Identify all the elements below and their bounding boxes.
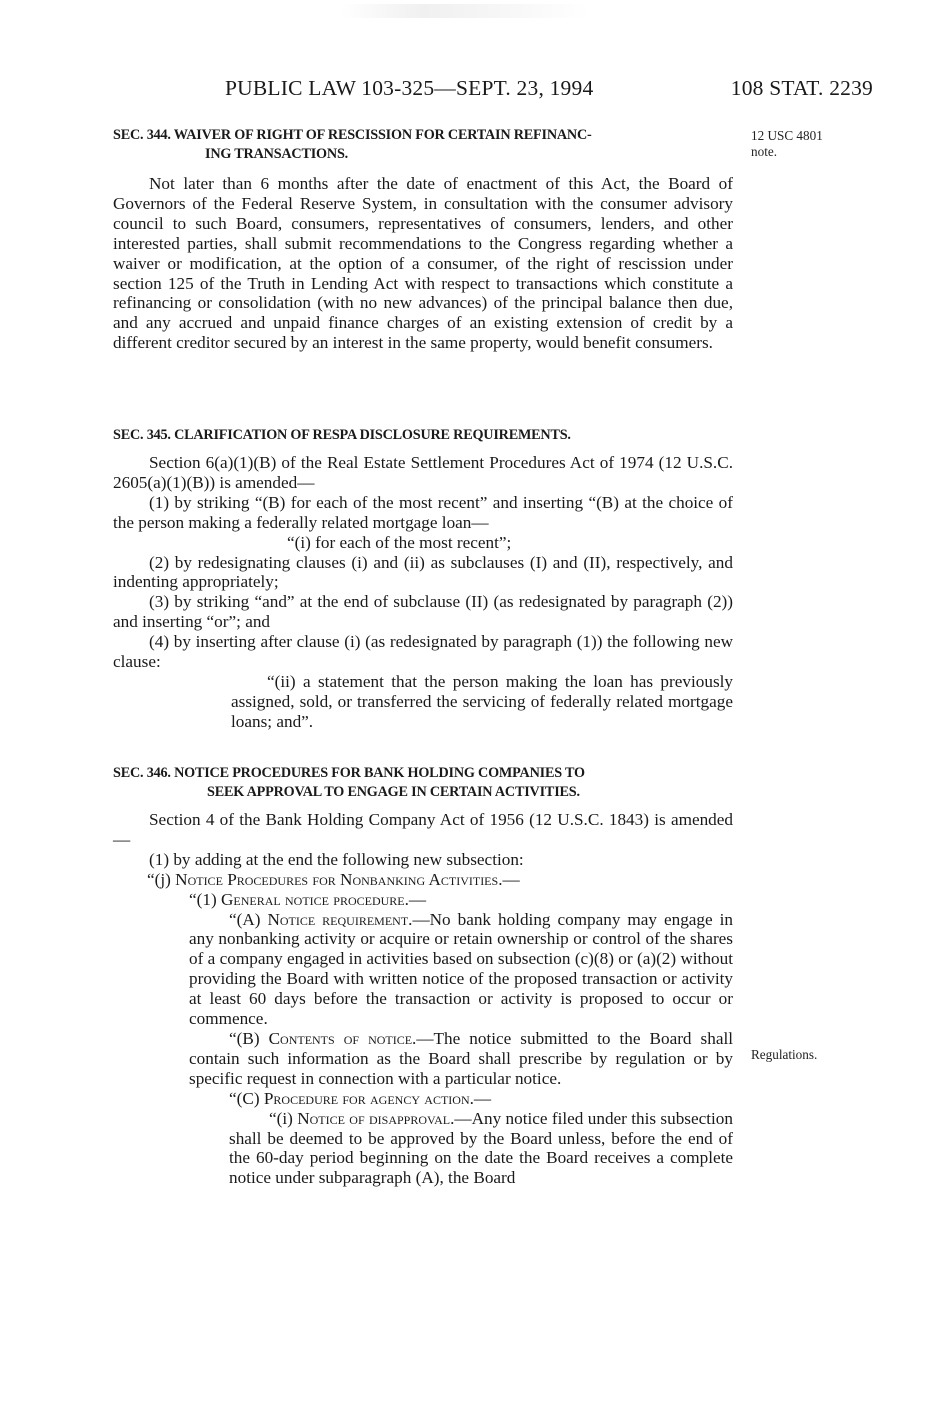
clause-i-prefix: “(i): [269, 1108, 298, 1128]
page-number: 108 STAT. 2239: [730, 76, 873, 100]
section-345-item3: (3) by striking “and” at the end of subclause (II) (as redesignated by paragraph (2)) and inserting “or”; and: [113, 592, 733, 632]
section-346-heading-line2: SEEK APPROVAL TO ENGAGE IN CERTAIN ACTIVITIES.: [207, 784, 580, 800]
subparagraph-c-prefix: “(C): [229, 1088, 264, 1108]
subparagraph-a-text: —No bank holding company may engage in any nonbanking activity or acquire or retain ownership or control of the shares of a company engaged in activities based on subsection (c)(8) or (a)(2) without providing the Board with written notice of the proposed transaction or activity at least 60 days before the transaction or activity is proposed to occur or commence.: [189, 909, 733, 1029]
paragraph-1-heading: [113, 890, 733, 910]
subparagraph-a-prefix: “(A): [229, 909, 268, 929]
section-346-heading-line1: SEC. 346. NOTICE PROCEDURES FOR BANK HOLDING COMPANIES TO: [113, 765, 585, 781]
paragraph-1-title: General notice procedure.—: [220, 889, 427, 909]
section-345-item1-quote: “(i) for each of the most recent”;: [287, 532, 512, 552]
section-344-body: Not later than 6 months after the date of enactment of this Act, the Board of Governors of the Federal Reserve System, in consultation with the consumer advisory council to such Board, consumers, representatives of consumers, lenders, and other interested parties, shall submit recommendations to the Congress regarding whether a waiver or modification, at the option of a consumer, of the right of rescission under section 125 of the Truth in Lending Act with respect to transactions which constitute a refinancing or consolidation (with no new advances) of the principal balance then due, and any accrued and unpaid finance charges of an existing extension of credit by a different creditor secured by an interest in the same property, would benefit consumers.: [113, 174, 733, 353]
subparagraph-b: [113, 1029, 733, 1089]
section-344-heading-line1: SEC. 344. WAIVER OF RIGHT OF RESCISSION FOR CERTAIN REFINANC-: [113, 127, 592, 143]
section-346-heading: [113, 764, 733, 802]
page-header: [225, 76, 873, 106]
margin-note-usc-line2: note.: [751, 144, 778, 159]
running-head: PUBLIC LAW 103-325—SEPT. 23, 1994: [225, 76, 594, 100]
section-345-item4-quote: “(ii) a statement that the person making the loan has previously assigned, sold, or transferred the servicing of federally related mortgage loans; and”.: [231, 671, 733, 731]
clause-i: [113, 1109, 733, 1189]
subsection-j-title: Notice Procedures for Nonbanking Activities.—: [175, 869, 520, 889]
subsection-j-prefix: “(j): [147, 869, 176, 889]
subsection-j-heading: [113, 870, 733, 890]
section-345-item1: (1) by striking “(B) for each of the most recent” and inserting “(B) at the choice of the person making a federally related mortgage loan—: [113, 492, 733, 532]
section-346-item1: (1) by adding at the end the following new subsection:: [149, 849, 524, 869]
margin-note-regulations: Regulations.: [751, 1047, 818, 1062]
margin-note-usc-line1: 12 USC 4801: [751, 128, 823, 143]
subparagraph-a-title: Notice requirement.: [267, 909, 413, 929]
section-344-heading-line2: ING TRANSACTIONS.: [205, 146, 348, 162]
subparagraph-b-title: Contents of notice.: [268, 1028, 417, 1048]
section-344: [113, 126, 733, 353]
section-345-item2: (2) by redesignating clauses (i) and (ii) as subclauses (I) and (II), respectively, and indenting appropriately;: [113, 552, 733, 592]
section-345: [113, 426, 733, 732]
section-346-intro: Section 4 of the Bank Holding Company Act of 1956 (12 U.S.C. 1843) is amended—: [113, 810, 733, 849]
scan-smudge: [340, 4, 590, 18]
section-344-heading: [113, 126, 733, 164]
subparagraph-b-prefix: “(B): [229, 1028, 269, 1048]
clause-i-text: —Any notice filed under this subsection shall be deemed to be approved by the Board unless, before the end of the 60-day period beginning on the date the Board receives a complete notice under subparagraph (A), the Board: [229, 1108, 733, 1188]
subparagraph-c-title: Procedure for agency action.—: [263, 1088, 492, 1108]
section-346: [113, 764, 733, 1188]
section-345-item4: (4) by inserting after clause (i) (as redesignated by paragraph (1)) the following new clause:: [113, 632, 733, 672]
margin-note-usc: [751, 128, 871, 160]
subparagraph-a: [113, 910, 733, 1029]
paragraph-1-prefix: “(1): [189, 889, 221, 909]
subparagraph-c-heading: [113, 1089, 733, 1109]
section-345-intro: Section 6(a)(1)(B) of the Real Estate Settlement Procedures Act of 1974 (12 U.S.C. 2605(a)(1)(B)) is amended—: [113, 453, 733, 492]
clause-i-title: Notice of disapproval.: [297, 1108, 455, 1128]
section-345-heading: SEC. 345. CLARIFICATION OF RESPA DISCLOSURE REQUIREMENTS.: [113, 427, 571, 443]
subparagraph-b-text: —The notice submitted to the Board shall contain such information as the Board shall prescribe by regulation or by specific request in connection with a particular notice.: [189, 1028, 733, 1088]
